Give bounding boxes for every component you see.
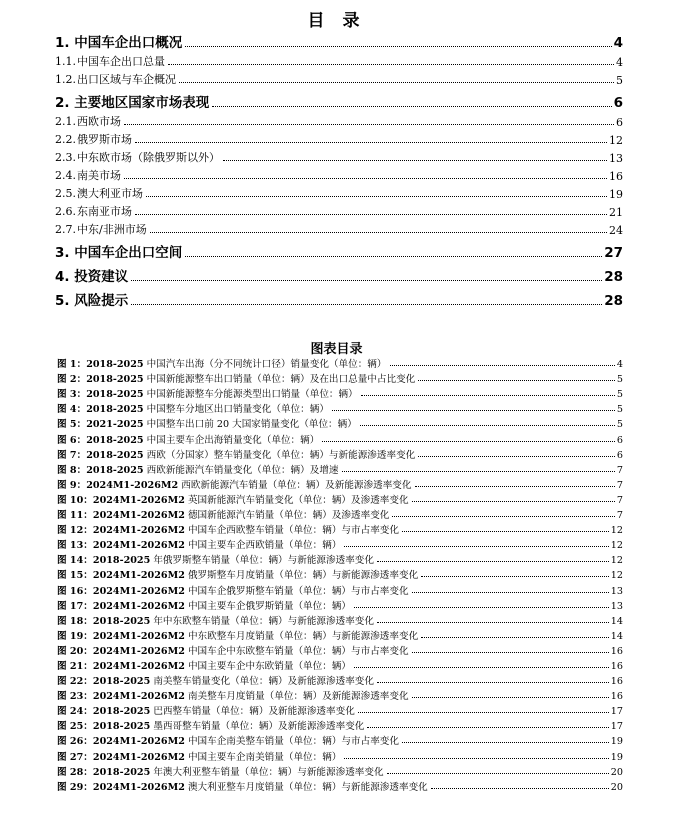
figure-period: 2024M1-2026M2	[92, 585, 185, 597]
toc-entry-label	[55, 31, 182, 51]
figure-entry[interactable]	[57, 627, 623, 642]
figure-number: 图 12：	[57, 525, 93, 537]
figure-period: 2018-2025	[86, 389, 144, 401]
figure-title: 西欧新能源汽车销量（单位：辆）及新能源渗透率变化	[181, 479, 412, 491]
figure-number: 图 11：	[57, 510, 93, 522]
figure-period: 2024M1-2026M2	[92, 510, 185, 522]
dot-leader	[150, 232, 607, 233]
toc-entry-title: 中国车企出口概况	[74, 35, 183, 51]
figure-entry[interactable]	[57, 747, 623, 762]
figure-entry[interactable]	[57, 566, 623, 581]
figure-number: 图 26：	[57, 736, 93, 748]
toc-entry-label	[55, 113, 121, 129]
figure-entry-page: 12	[610, 525, 623, 537]
toc-entry-page: 28	[604, 293, 623, 309]
figure-period: 2018-2025	[92, 706, 151, 718]
figure-entry-label	[57, 522, 399, 536]
figure-entry-page: 7	[616, 464, 623, 476]
figure-entry-label	[57, 492, 409, 506]
figure-entry-page: 19	[610, 736, 623, 748]
figure-entry[interactable]	[57, 612, 623, 627]
figure-title: 中国主要车企南美销量（单位：辆）	[187, 751, 342, 763]
figure-number: 图 13：	[57, 540, 93, 552]
figure-entry-label	[57, 718, 364, 732]
figure-entry-page: 16	[610, 660, 623, 672]
figure-period: 2018-2025	[86, 404, 144, 416]
figure-number: 图 5：	[57, 419, 87, 431]
figure-entry[interactable]	[57, 370, 623, 385]
dot-leader	[332, 410, 615, 411]
figure-period: 2024M1-2026M2	[92, 630, 185, 642]
figure-title: 英国新能源汽车销量变化（单位：辆）及渗透率变化	[187, 494, 409, 506]
figure-entry-label	[57, 764, 384, 778]
figure-entry[interactable]	[57, 597, 623, 612]
figure-entry-label	[57, 416, 357, 430]
figure-title: 中国主要车企俄罗斯销量（单位：辆）	[187, 600, 352, 612]
figure-period: 2024M1-2026M2	[92, 600, 185, 612]
figure-number: 图 8：	[57, 464, 87, 476]
figure-period: 2018-2025	[92, 555, 151, 567]
dot-leader	[415, 486, 615, 487]
figure-entry-label	[57, 688, 409, 702]
figure-title: 中国主要车企出海销量变化（单位：辆）	[146, 434, 320, 446]
figure-period: 2018-2025	[92, 615, 151, 627]
figure-period: 2024M1-2026M2	[92, 691, 185, 703]
toc-title: 目 录	[307, 11, 366, 31]
figure-entry-label	[57, 583, 409, 597]
figure-entry[interactable]	[57, 657, 623, 672]
toc-entry-label	[55, 71, 176, 87]
figure-title: 中国主要车企西欧销量（单位：辆）	[187, 540, 342, 552]
toc-entry-title: 风险提示	[74, 293, 129, 309]
figure-entry-page: 6	[616, 434, 623, 446]
dot-leader	[135, 214, 607, 215]
figure-title: 南美整车销量变化（单位：辆）及新能源渗透率变化	[153, 676, 374, 688]
figure-entry-label	[57, 733, 399, 747]
toc-entry-page: 4	[613, 35, 623, 51]
figure-entry[interactable]	[57, 446, 623, 461]
dot-leader	[322, 441, 615, 442]
figure-number: 图 25：	[57, 721, 93, 733]
toc-entry-number: 2.3.	[55, 151, 76, 164]
figure-entry[interactable]	[57, 506, 623, 521]
dot-leader	[418, 456, 615, 457]
figure-entry-page: 19	[610, 751, 623, 763]
toc-entry[interactable]	[55, 285, 623, 309]
figure-entry[interactable]	[57, 763, 623, 778]
dot-leader	[342, 471, 615, 472]
figure-number: 图 9：	[57, 479, 87, 491]
toc-entry-label	[55, 91, 209, 111]
toc-entry[interactable]	[55, 147, 623, 165]
toc-entry-number: 2.4.	[55, 169, 76, 182]
figure-entry[interactable]	[57, 491, 623, 506]
figure-number: 图 20：	[57, 645, 93, 657]
figure-entry[interactable]	[57, 717, 623, 732]
dot-leader	[392, 516, 614, 517]
toc-entry-title: 澳大利亚市场	[77, 187, 143, 200]
figure-period: 2021-2025	[86, 419, 144, 431]
figure-number: 图 1：	[57, 359, 87, 371]
figure-entry[interactable]	[57, 702, 623, 717]
figure-entry[interactable]	[57, 536, 623, 551]
toc-entry-title: 东南亚市场	[77, 205, 132, 218]
figure-entry[interactable]	[57, 385, 623, 400]
figure-entry-label	[57, 477, 412, 491]
toc-entry-number: 1.	[55, 35, 70, 51]
figure-period: 2024M1-2026M2	[92, 736, 185, 748]
figure-number: 图 17：	[57, 600, 93, 612]
toc-entry-title: 出口区域与车企概况	[77, 73, 176, 86]
figure-entry-label	[57, 643, 409, 657]
figure-title: 俄罗斯整车月度销量（单位：辆）与新能源渗透率变化	[187, 570, 419, 582]
toc-entry-number: 2.	[55, 95, 70, 111]
figure-number: 图 28：	[57, 766, 93, 778]
figure-title: 中国整车分地区出口销量变化（单位：辆）	[146, 404, 329, 416]
figure-number: 图 16：	[57, 585, 93, 597]
figure-entry-label	[57, 371, 415, 385]
figure-title: 中国主要车企中东欧销量（单位：辆）	[187, 660, 352, 672]
toc-entry[interactable]	[55, 201, 623, 219]
dot-leader	[377, 622, 609, 623]
figure-title: 中国车企南美整车销量（单位：辆）与市占率变化	[187, 736, 399, 748]
toc-entry-page: 27	[604, 245, 623, 261]
figure-period: 2024M1-2026M2	[92, 540, 185, 552]
figure-period: 2018-2025	[86, 374, 144, 386]
toc-entry[interactable]	[55, 87, 623, 111]
figure-entry-label	[57, 356, 387, 370]
dot-leader	[223, 160, 607, 161]
figure-title: 中国汽车出海（分不同统计口径）销量变化（单位：辆）	[146, 359, 387, 371]
figure-entry-page: 16	[610, 691, 623, 703]
figure-entry-page: 7	[616, 479, 623, 491]
figure-entry[interactable]	[57, 415, 623, 430]
figure-period: 2024M1-2026M2	[92, 570, 185, 582]
figure-number: 图 4：	[57, 404, 87, 416]
figure-entry[interactable]	[57, 642, 623, 657]
dot-leader	[344, 758, 608, 759]
figure-title: 巴西整车销量（单位：辆）及新能源渗透率变化	[153, 706, 355, 718]
figure-title: 德国新能源汽车销量（单位：辆）及渗透率变化	[187, 510, 390, 522]
figure-period: 2024M1-2026M2	[92, 525, 185, 537]
toc-entry-number: 2.5.	[55, 187, 76, 200]
figure-entry-page: 5	[616, 419, 623, 431]
figure-title: 年俄罗斯整车销量（单位：辆）与新能源渗透率变化	[153, 555, 374, 567]
figure-entry-page: 14	[610, 615, 623, 627]
figures-list	[57, 355, 623, 793]
figure-title: 年澳大利亚整车销量（单位：辆）与新能源渗透率变化	[153, 766, 384, 778]
toc-entry[interactable]	[55, 183, 623, 201]
dot-leader	[412, 697, 609, 698]
figure-title: 墨西哥整车销量（单位：辆）及新能源渗透率变化	[153, 721, 365, 733]
figure-entry-label	[57, 703, 355, 717]
figure-period: 2024M1-2026M2	[92, 660, 185, 672]
figure-entry-page: 5	[616, 389, 623, 401]
dot-leader	[421, 637, 609, 638]
figure-number: 图 7：	[57, 449, 87, 461]
toc-entry-label	[55, 149, 220, 165]
toc-entry-label	[55, 131, 132, 147]
dot-leader	[168, 64, 614, 65]
figure-title: 澳大利亚整车月度销量（单位：辆）与新能源渗透率变化	[187, 781, 428, 793]
figure-entry[interactable]	[57, 461, 623, 476]
figure-entry-page: 17	[610, 721, 623, 733]
toc-entry-page: 13	[609, 152, 623, 165]
figure-title: 中国新能源整车分能源类型出口销量（单位：辆）	[146, 389, 358, 401]
dot-leader	[402, 531, 609, 532]
figure-title: 中东欧整车月度销量（单位：辆）与新能源渗透率变化	[187, 630, 419, 642]
toc-entry-title: 西欧市场	[77, 115, 121, 128]
toc-entry-label	[55, 203, 132, 219]
figure-number: 图 2：	[57, 374, 87, 386]
figure-entry[interactable]	[57, 687, 623, 702]
figure-entry-label	[57, 507, 389, 521]
figure-number: 图 23：	[57, 691, 93, 703]
toc-entry-label	[55, 221, 147, 237]
toc-entry-number: 2.2.	[55, 133, 76, 146]
figure-entry-page: 7	[616, 510, 623, 522]
dot-leader	[360, 425, 615, 426]
figure-entry-label	[57, 432, 319, 446]
dot-leader	[131, 280, 602, 281]
figure-entry-page: 6	[616, 449, 623, 461]
figure-entry[interactable]	[57, 581, 623, 596]
dot-leader	[367, 727, 608, 728]
toc-entry-page: 5	[616, 74, 623, 87]
toc-entry-title: 俄罗斯市场	[77, 133, 132, 146]
figure-entry-page: 16	[610, 645, 623, 657]
figure-entry[interactable]	[57, 430, 623, 445]
figure-entry-page: 20	[610, 781, 623, 793]
figure-period: 2018-2025	[86, 449, 144, 461]
dot-leader	[390, 365, 615, 366]
dot-leader	[185, 256, 602, 257]
figure-entry-page: 5	[616, 404, 623, 416]
toc-entry-label	[55, 185, 143, 201]
toc-entry-page: 6	[616, 116, 623, 129]
figure-entry-page: 13	[610, 585, 623, 597]
figure-entry-label	[57, 447, 415, 461]
figure-number: 图 21：	[57, 660, 93, 672]
figure-number: 图 22：	[57, 676, 93, 688]
figure-entry[interactable]	[57, 521, 623, 536]
figure-number: 图 3：	[57, 389, 87, 401]
dot-leader	[402, 742, 609, 743]
toc-entry[interactable]	[55, 69, 623, 87]
toc-entry-label	[55, 167, 121, 183]
toc-entry-title: 中国车企出口空间	[74, 245, 183, 261]
toc-entry-page: 12	[609, 134, 623, 147]
toc-entry-number: 1.1.	[55, 55, 76, 68]
figure-period: 2024M1-2026M2	[92, 645, 185, 657]
toc-entry-label	[55, 53, 165, 69]
figure-entry-page: 4	[616, 359, 623, 371]
figure-entry[interactable]	[57, 732, 623, 747]
toc-entry-page: 6	[613, 95, 623, 111]
figure-entry-page: 12	[610, 570, 623, 582]
figure-period: 2018-2025	[86, 434, 144, 446]
dot-leader	[387, 773, 609, 774]
figure-period: 2024M1-2026M2	[86, 479, 179, 491]
toc-entry-page: 24	[609, 224, 623, 237]
figures-title: 图表目录	[310, 342, 363, 357]
figure-number: 图 18：	[57, 615, 93, 627]
figure-entry-label	[57, 537, 341, 551]
figure-number: 图 15：	[57, 570, 93, 582]
figure-entry-page: 12	[610, 540, 623, 552]
figure-entry-page: 14	[610, 630, 623, 642]
toc-entry[interactable]	[55, 219, 623, 237]
toc-entry-page: 16	[609, 170, 623, 183]
figure-entry-label	[57, 567, 418, 581]
toc-entry[interactable]	[55, 165, 623, 183]
dot-leader	[361, 395, 615, 396]
figure-period: 2018-2025	[92, 721, 151, 733]
dot-leader	[354, 667, 609, 668]
figure-entry-page: 13	[610, 600, 623, 612]
toc-entry-number: 5.	[55, 293, 70, 309]
figure-period: 2018-2025	[86, 359, 144, 371]
figure-entry-label	[57, 749, 341, 763]
dot-leader	[124, 178, 607, 179]
figure-title: 南美整车月度销量（单位：辆）及新能源渗透率变化	[187, 691, 409, 703]
dot-leader	[412, 652, 609, 653]
toc-entry-title: 主要地区国家市场表现	[74, 95, 210, 111]
toc-entry-page: 19	[609, 188, 623, 201]
toc-entry[interactable]	[55, 237, 623, 261]
dot-leader	[412, 592, 609, 593]
figure-period: 2018-2025	[92, 766, 151, 778]
figure-title: 年中东欧整车销量（单位：辆）与新能源渗透率变化	[153, 615, 374, 627]
toc-entry-title: 中东/非洲市场	[77, 223, 147, 236]
figure-entry-label	[57, 628, 418, 642]
figure-entry-page: 7	[616, 494, 623, 506]
figure-entry-label	[57, 779, 428, 793]
toc-entry-page: 28	[604, 269, 623, 285]
figure-entry[interactable]	[57, 476, 623, 491]
dot-leader	[212, 106, 611, 107]
figure-entry-label	[57, 462, 339, 476]
toc-entry-number: 3.	[55, 245, 70, 261]
figure-entry-page: 12	[610, 555, 623, 567]
dot-leader	[179, 82, 614, 83]
dot-leader	[135, 142, 607, 143]
figure-entry[interactable]	[57, 355, 623, 370]
dot-leader	[421, 576, 609, 577]
toc-entry-title: 中国车企出口总量	[77, 55, 165, 68]
figure-entry[interactable]	[57, 551, 623, 566]
dot-leader	[344, 546, 608, 547]
figure-entry-label	[57, 673, 374, 687]
figure-entry[interactable]	[57, 672, 623, 687]
figure-number: 图 24：	[57, 706, 93, 718]
dot-leader	[377, 682, 609, 683]
toc-entry-title: 投资建议	[74, 269, 129, 285]
dot-leader	[412, 501, 615, 502]
toc-entry-number: 2.1.	[55, 115, 76, 128]
figure-entry-page: 16	[610, 676, 623, 688]
toc-entry-number: 1.2.	[55, 73, 76, 86]
figure-period: 2024M1-2026M2	[92, 751, 185, 763]
dot-leader	[124, 124, 614, 125]
toc-entry-number: 4.	[55, 269, 70, 285]
figure-entry[interactable]	[57, 400, 623, 415]
figure-entry-page: 5	[616, 374, 623, 386]
figure-entry-label	[57, 598, 351, 612]
toc-entry-label	[55, 265, 128, 285]
figure-entry-label	[57, 401, 329, 415]
figure-entry[interactable]	[57, 778, 623, 793]
figure-entry-label	[57, 386, 358, 400]
figure-period: 2018-2025	[86, 464, 144, 476]
dot-leader	[354, 607, 609, 608]
figure-number: 图 10：	[57, 494, 93, 506]
toc-entry-page: 4	[616, 56, 623, 69]
figure-title: 中国车企俄罗斯整车销量（单位：辆）与市占率变化	[187, 585, 409, 597]
toc-entry[interactable]	[55, 129, 623, 147]
figure-number: 图 27：	[57, 751, 93, 763]
toc-entry-page: 21	[609, 206, 623, 219]
figure-number: 图 14：	[57, 555, 93, 567]
figure-title: 中国车企中东欧整车销量（单位：辆）与市占率变化	[187, 645, 409, 657]
toc-entry-number: 2.6.	[55, 205, 76, 218]
dot-leader	[431, 788, 609, 789]
dot-leader	[418, 380, 615, 381]
toc-entry[interactable]	[55, 51, 623, 69]
figure-entry-page: 17	[610, 706, 623, 718]
toc-entry-label	[55, 241, 182, 261]
dot-leader	[377, 561, 609, 562]
toc-entry-title: 南美市场	[77, 169, 121, 182]
figure-period: 2018-2025	[92, 676, 151, 688]
figure-number: 图 6：	[57, 434, 87, 446]
figure-title: 西欧（分国家）整车销量变化（单位：辆）与新能源渗透率变化	[146, 449, 416, 461]
figure-entry-label	[57, 658, 351, 672]
dot-leader	[146, 196, 607, 197]
toc-entry[interactable]	[55, 111, 623, 129]
figure-title: 西欧新能源汽车销量变化（单位：辆）及增速	[146, 464, 339, 476]
figure-title: 中国新能源整车出口销量（单位：辆）及在出口总量中占比变化	[146, 374, 416, 386]
figure-entry-label	[57, 613, 374, 627]
figure-period: 2024M1-2026M2	[92, 781, 185, 793]
figure-title: 中国整车出口前 20 大国家销量变化（单位：辆）	[146, 419, 357, 431]
toc-entry-number: 2.7.	[55, 223, 76, 236]
figure-number: 图 29：	[57, 781, 93, 793]
toc-entry-title: 中东欧市场（除俄罗斯以外）	[77, 151, 220, 164]
toc-entry[interactable]	[55, 261, 623, 285]
dot-leader	[185, 46, 611, 47]
dot-leader	[131, 304, 602, 305]
dot-leader	[358, 712, 609, 713]
table-of-contents	[55, 27, 623, 309]
figure-title: 中国车企西欧整车销量（单位：辆）与市占率变化	[187, 525, 399, 537]
toc-entry-label	[55, 289, 128, 309]
figure-period: 2024M1-2026M2	[92, 494, 185, 506]
figure-number: 图 19：	[57, 630, 93, 642]
toc-entry[interactable]	[55, 27, 623, 51]
figure-entry-page: 20	[610, 766, 623, 778]
figure-entry-label	[57, 552, 374, 566]
